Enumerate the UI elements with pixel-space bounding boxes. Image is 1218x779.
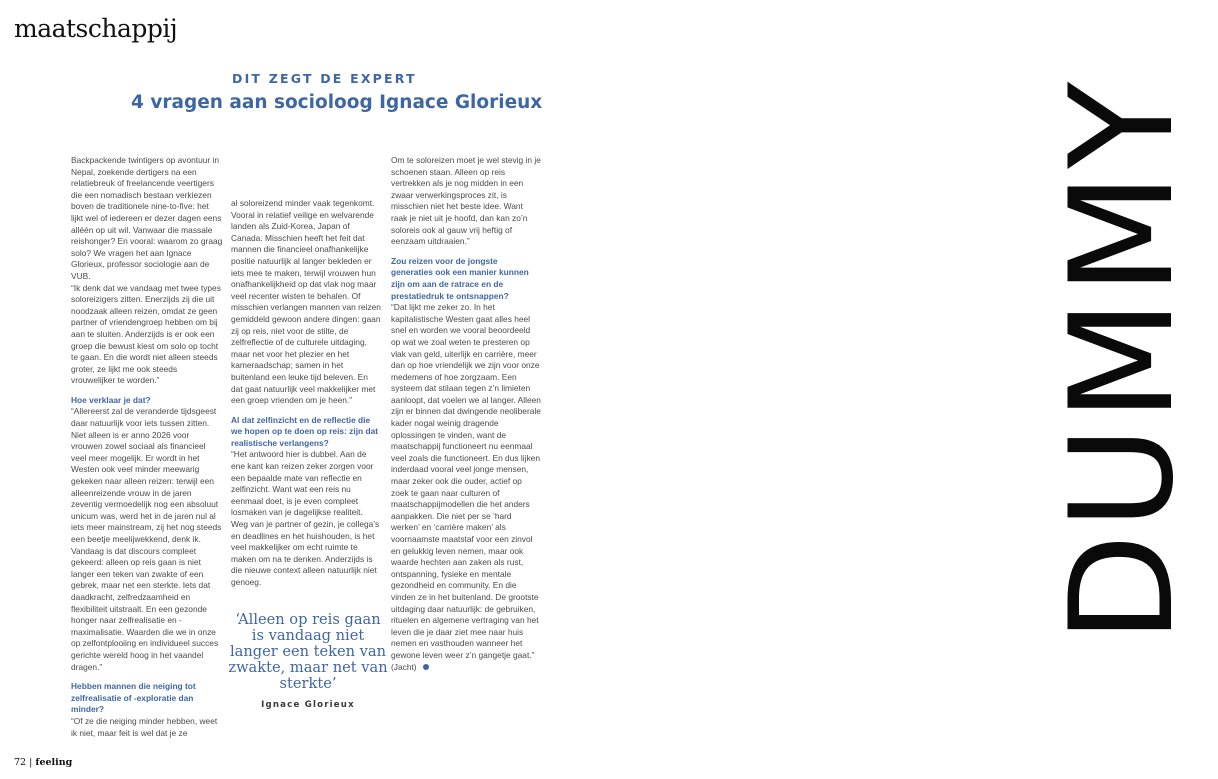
- article-column-2: [231, 198, 381, 589]
- kicker: DIT ZEGT DE EXPERT: [232, 71, 417, 86]
- body-paragraph: al soloreizend minder vaak tegenkomt. Vooral in relatief veilige en welvarende landen als Zuid-Korea, Japan of Canada. Misschien heeft het feit dat mannen die financieel onafhankelijke positie natuurlijk al langer bekleden er iets mee te maken, terwijl vrouwen hun onafhankelijkheid op dat vlak nog maar veel recenter wisten te behalen. Of misschien verlangen mannen van reizen gemiddeld gewoon andere dingen: gaan zij op reis, niet voor de stilte, de zelfreflectie of de culturele uitdaging, maar net voor het plezier en het kameraadschap; samen in het buitenland een leuke tijd beleven. En dat gaat natuurlijk veel makkelijker met een groep vrienden om je heen.”: [231, 198, 381, 406]
- dummy-watermark: DUMMY: [1040, 77, 1205, 643]
- interview-question: Hebben mannen die neiging tot zelfrealisatie of -exploratie dan minder?: [71, 681, 196, 715]
- footer-separator: |: [29, 757, 33, 768]
- body-paragraph: [391, 302, 541, 673]
- body-paragraph: “Allereerst zal de veranderde tijdsgeest daar natuurlijk voor iets tussen zitten. Niet alleen is er anno 2026 voor vrouwen zowel sociaal als financieel veel meer mogelijk. Er wordt in het Westen ook veel minder meewarig gekeken naar alleen reizen: terwijl een alleenreizende vrouw in de jaren zeventig vermoedelijk nog een absoluut unicum was, werd het in de jaren nul al iets meer mainstream, zij het nog steeds een beetje meelijwekkend, denk ik. Vandaag is dat discours compleet gekeerd: alleen op reis gaan is niet langer een teken van zwakte of een gebrek, maar net een sterkte. Iets dat daadkracht, zelfredzaamheid en flexibiliteit uitstraalt. En een gezonde honger naar zelfrealisatie en -maximalisatie. Waarden die we in onze op zelfontplooiing en individueel succes gerichte wereld hoog in het vaandel dragen.”: [71, 406, 222, 672]
- body-paragraph: “Of ze die neiging minder hebben, weet ik niet, maar feit is wel dat je ze: [71, 715, 218, 738]
- page-title: 4 vragen aan socioloog Ignace Glorieux: [131, 92, 543, 113]
- interview-question: Hoe verklaar je dat?: [71, 394, 151, 405]
- article-column-3: [391, 155, 541, 673]
- article-column-1: [71, 155, 223, 739]
- end-mark-icon: [423, 664, 429, 670]
- body-paragraph: “Ik denk dat we vandaag met twee types soloreizigers zitten. Enerzijds zij die uit noodzaak alleen reizen, omdat ze geen partner of vriendengroep hebben om bij aan te sluiten. Anderzijds is er ook een groep die bewust kiest om solo op tocht te gaan. En die wordt niet alleen steeds groter, ze lijkt me ook steeds vrouwelijker te worden.”: [71, 282, 221, 386]
- pull-quote-author: Ignace Glorieux: [261, 700, 355, 710]
- interview-question: Al dat zelfinzicht en de reflectie die we hopen op te doen op reis: zijn dat realistische verlangens?: [231, 414, 379, 448]
- magazine-name: feeling: [35, 757, 73, 768]
- pull-quote: [228, 612, 388, 710]
- page-number: 72: [14, 757, 27, 768]
- interview-question: Zou reizen voor de jongste generaties ook een manier kunnen zijn om aan de ratrace en de prestatiedruk te ontsnappen?: [391, 255, 529, 301]
- page-footer: [14, 757, 72, 768]
- pull-quote-text: ‘Alleen op reis gaan is vandaag niet langer een teken van zwakte, maar net van sterkte’: [228, 611, 388, 692]
- section-title: maatschappij: [14, 14, 178, 43]
- closing-paragraph: “Dat lijkt me zeker zo. In het kapitalistische Westen gaat alles heel snel en worden we vooral beoordeeld op wat we zoal weten te presteren op vlak van geld, uiterlijk en carrière, meer dan op hoe vriendelijk we zijn voor onze medemens of hoe zorgzaam. Een systeem dat stilaan tegen z’n limieten aanloopt, dat voelen we al langer. Alleen zijn er binnen dat dwingende neoliberale kader nogal weinig dragende oplossingen te vinden, want de maatschappij functioneert nu eenmaal veel zoals die functioneert. En dus lijken inderdaad vooral veel jonge mensen, maar zeker ook die ouder, actief op zoek te gaan naar culturen of maatschappijmodellen die het anders aanpakken. Die niet per se ‘hard werken’ en ‘carrière maken’ als voornaamste maatstaf voor een zinvol en gelukkig leven nemen, maar ook waarde hechten aan zaken als rust, ontspanning, fysieke en mentale gezondheid en community. En die vinden ze in het buitenland. De grootste uitdaging daar natuurlijk: de gebruiken, rituelen en algemene vertraging van het leven die je daar ziet mee naar huis nemen en vasthouden wanneer het gewone leven weer z’n gangetje gaat.” (Jacht): [391, 302, 541, 672]
- body-paragraph: Om te soloreizen moet je wel stevig in je schoenen staan. Alleen op reis vertrekken als je nog midden in een zwaar verwerkingsproces zit, is misschien niet het beste idee. Want raak je niet uit je hoofd, dan kan zo’n soloreis ook al gauw vrij heftig of eenzaam uitdraaien.”: [391, 155, 541, 247]
- intro-paragraph: Backpackende twintigers op avontuur in Nepal, zoekende dertigers na een relatiebreuk of freelancende veertigers die een nomadisch bestaan verkiezen boven de traditionele nine-to-five: het lijkt wel of iedereen er dezer dagen eens alléén op uit wil. Vanwaar die massale reishonger? En vooral: waarom zo graag solo? We vragen het aan Ignace Glorieux, professor sociologie aan de VUB.: [71, 155, 223, 281]
- body-paragraph: “Het antwoord hier is dubbel. Aan de ene kant kan reizen zeker zorgen voor een bepaalde mate van reflectie en zelfinzicht. Want wat een reis nu eenmaal doet, is je even compleet losmaken van je dagelijkse realiteit. Weg van je partner of gezin, je collega’s en deadlines en het huishouden, is het veel makkelijker om echt ruimte te maken om na te denken. Anderzijds is die nieuwe context alleen natuurlijk niet genoeg.: [231, 449, 380, 587]
